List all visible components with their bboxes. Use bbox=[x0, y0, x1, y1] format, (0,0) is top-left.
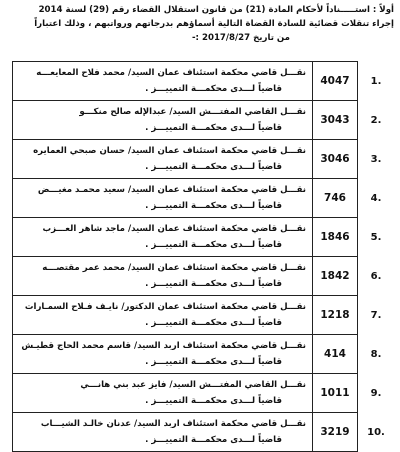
transfer-text bbox=[13, 101, 313, 140]
judge-number: 1842 bbox=[313, 257, 358, 296]
table-row bbox=[13, 335, 395, 374]
transfer-line-2: قاضياً لـــدى محكمـــة التمييـــز . bbox=[145, 201, 282, 211]
intro-paragraph bbox=[6, 3, 394, 45]
row-sequence: .7 bbox=[370, 309, 382, 321]
transfer-text bbox=[13, 413, 313, 452]
transfer-line-2: قاضياً لـــدى محكمـــة التمييـــز . bbox=[145, 240, 282, 250]
table-row bbox=[13, 413, 395, 452]
row-sequence: .8 bbox=[370, 348, 382, 360]
judge-number: 3219 bbox=[313, 413, 358, 452]
transfer-text bbox=[13, 218, 313, 257]
judge-number: 414 bbox=[313, 335, 358, 374]
row-sequence: .5 bbox=[370, 231, 382, 243]
transfer-line-1: نقـــل القاضي المفتـــش السيد/ عبدالإله صالح منكـــو bbox=[79, 107, 306, 117]
row-sequence: .1 bbox=[370, 75, 382, 87]
transfer-line-2: قاضياً لـــدى محكمـــة التمييـــز . bbox=[145, 279, 282, 289]
judge-number: 1218 bbox=[313, 296, 358, 335]
transfer-text bbox=[13, 296, 313, 335]
transfer-text bbox=[13, 374, 313, 413]
transfer-line-2: قاضياً لـــدى محكمـــة التمييـــز . bbox=[145, 162, 282, 172]
transfer-line-1: نقـــل قاضي محكمة استئناف عمان السيد/ سعيد محمـد مغيـــض bbox=[37, 185, 306, 195]
row-sequence: .6 bbox=[370, 270, 382, 282]
row-sequence: .4 bbox=[370, 192, 382, 204]
judge-number: 1011 bbox=[313, 374, 358, 413]
table-row bbox=[13, 62, 395, 101]
transfer-text bbox=[13, 335, 313, 374]
row-sequence: .9 bbox=[370, 387, 382, 399]
judge-number: 1846 bbox=[313, 218, 358, 257]
transfer-text bbox=[13, 257, 313, 296]
transfer-line-1: نقـــل قاضي محكمة استئناف عمان السيد/ محمد عمر مقتصـــه bbox=[42, 263, 306, 273]
table-row bbox=[13, 374, 395, 413]
intro-line-2: إجراء تنقلات قضائية للسادة القضاة التالية أسماؤهم بدرجاتهم ورواتبهم ، وذلك اعتباراً bbox=[34, 19, 394, 29]
intro-line-1: أولاً : استـــــناداً لأحكام المادة (21) من قانون استقلال القضاء رقم (29) لسنة 2014 bbox=[38, 5, 394, 15]
row-sequence: .10 bbox=[367, 426, 385, 438]
transfer-line-1: نقـــل قاضي محكمة استئناف اربد السيد/ قاسم محمد الحاج قطيـش bbox=[21, 341, 306, 351]
row-sequence: .3 bbox=[370, 153, 382, 165]
transfer-line-1: نقـــل قاضي محكمة استئناف عمان الدكتور/ نايـف فـلاح السمـارات bbox=[24, 302, 306, 312]
transfer-text bbox=[13, 140, 313, 179]
table-row bbox=[13, 218, 395, 257]
transfer-line-2: قاضياً لـــدى محكمـــة التمييـــز . bbox=[145, 318, 282, 328]
table-row bbox=[13, 296, 395, 335]
transfer-line-2: قاضياً لـــدى محكمـــة التمييـــز . bbox=[145, 435, 282, 445]
judge-number: 4047 bbox=[313, 62, 358, 101]
transfer-line-1: نقـــل القاضي المفتـــش السيد/ فايز عبد بني هانـــي bbox=[80, 380, 306, 390]
table-row bbox=[13, 179, 395, 218]
row-sequence: .2 bbox=[370, 114, 382, 126]
table-row bbox=[13, 257, 395, 296]
transfer-text bbox=[13, 62, 313, 101]
transfer-line-2: قاضياً لـــدى محكمـــة التمييـــز . bbox=[145, 396, 282, 406]
transfer-line-1: نقـــل قاضي محكمة استئناف عمان السيد/ محمد فلاح المعايعـــه bbox=[36, 68, 306, 78]
transfer-text bbox=[13, 179, 313, 218]
transfer-line-2: قاضياً لـــدى محكمـــة التمييـــز . bbox=[145, 357, 282, 367]
transfer-line-2: قاضياً لـــدى محكمـــة التمييـــز . bbox=[145, 123, 282, 133]
judge-number: 3043 bbox=[313, 101, 358, 140]
transfer-line-1: نقـــل قاضي محكمة استئناف اربد السيد/ عدنان خالـد الشيـــاب bbox=[40, 419, 306, 429]
table-row bbox=[13, 140, 395, 179]
transfer-line-2: قاضياً لـــدى محكمـــة التمييـــز . bbox=[145, 84, 282, 94]
transfers-table bbox=[12, 61, 394, 452]
judge-number: 746 bbox=[313, 179, 358, 218]
table-row bbox=[13, 101, 395, 140]
judge-number: 3046 bbox=[313, 140, 358, 179]
intro-line-3: من تاريخ 2017/8/27 :- bbox=[191, 33, 290, 43]
transfer-line-1: نقـــل قاضي محكمة استئناف عمان السيد/ ماجد شاهر العـــزب bbox=[42, 224, 306, 234]
transfer-line-1: نقـــل قاضي محكمة استئناف عمان السيد/ حسان صبحي العمايره bbox=[33, 146, 306, 156]
